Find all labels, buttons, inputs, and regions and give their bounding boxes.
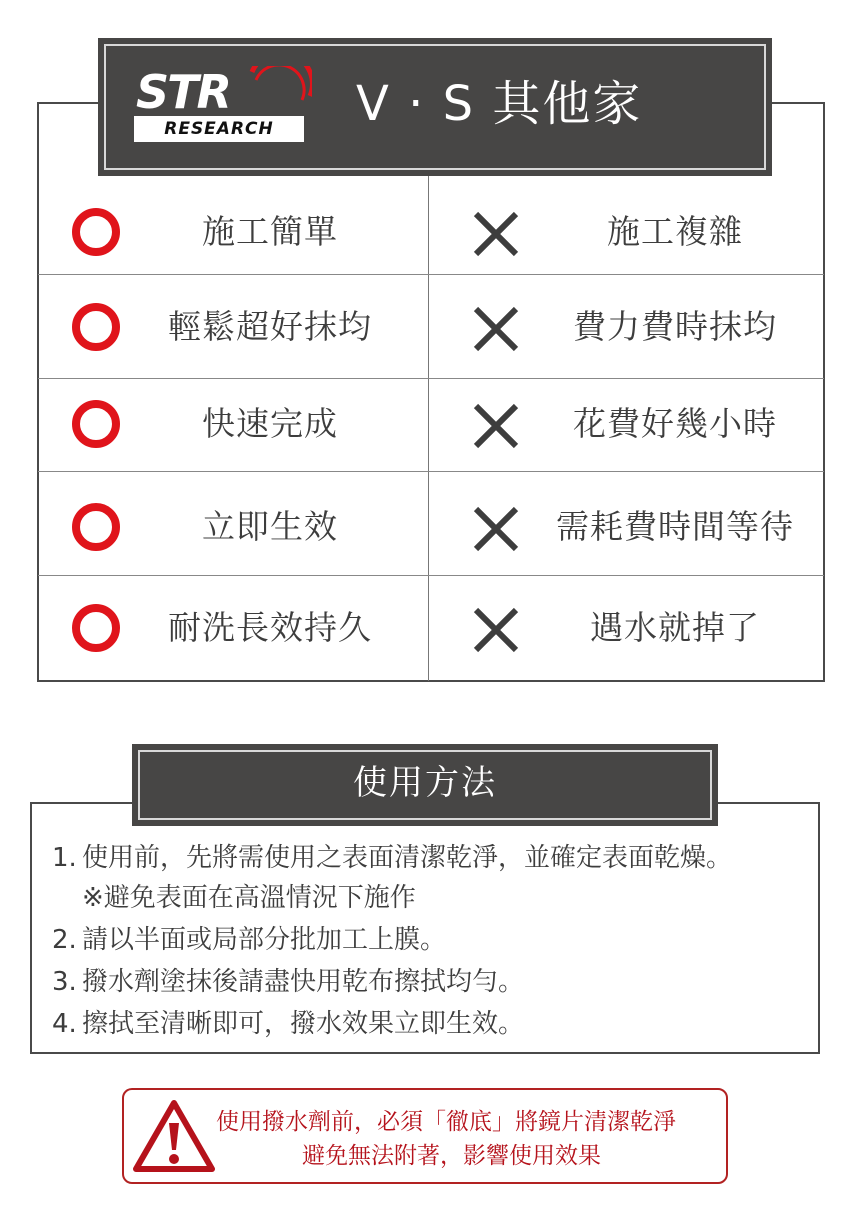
step-text: 使用前，先將需使用之表面清潔乾淨，並確定表面乾燥。: [82, 843, 733, 873]
warning-line-1: 使用撥水劑前，必須「徹底」將鏡片清潔乾淨: [216, 1109, 676, 1135]
usage-title: 使用方法: [138, 750, 712, 820]
usage-step: [52, 840, 732, 876]
step-text: 請以半面或局部分批加工上膜。: [82, 925, 447, 955]
step-text: ※避免表面在高溫情況下施作: [82, 883, 416, 913]
ours-feature-text: 立即生效: [202, 507, 338, 546]
usage-step: [52, 880, 416, 916]
competitor-feature-text: 施工複雜: [607, 212, 743, 251]
row-divider: [38, 378, 824, 379]
circle-icon: [72, 604, 120, 652]
column-divider: [428, 176, 429, 681]
step-number: 1.: [52, 843, 77, 873]
str-research-logo: [134, 66, 312, 144]
circle-icon: [72, 400, 120, 448]
ours-feature-text: 輕鬆超好抹均: [168, 307, 372, 346]
step-number: 4.: [52, 1009, 77, 1039]
logo-letters: STR: [136, 66, 230, 114]
circle-icon: [72, 503, 120, 551]
ours-feature-text: 施工簡單: [202, 212, 338, 251]
competitor-feature-text: 遇水就掉了: [590, 608, 760, 647]
competitor-feature-text: 費力費時抹均: [573, 307, 777, 346]
cross-icon: [472, 402, 520, 450]
cross-icon: [472, 210, 520, 258]
row-divider: [38, 471, 824, 472]
usage-header: [132, 744, 718, 826]
warning-line-2: 避免無法附著，影響使用效果: [302, 1143, 601, 1169]
logo-subtitle: RESEARCH: [134, 116, 304, 142]
usage-step: [52, 922, 446, 958]
circle-icon: [72, 208, 120, 256]
competitor-feature-text: 花費好幾小時: [573, 404, 777, 443]
cross-icon: [472, 606, 520, 654]
step-text: 撥水劑塗抹後請盡快用乾布擦拭均勻。: [82, 967, 525, 997]
comparison-title: V · S 其他家: [356, 76, 643, 132]
step-text: 擦拭至清晰即可，撥水效果立即生效。: [82, 1009, 525, 1039]
step-number: 3.: [52, 967, 77, 997]
step-number: 2.: [52, 925, 77, 955]
row-divider: [38, 575, 824, 576]
ours-feature-text: 快速完成: [202, 404, 338, 443]
row-divider: [38, 274, 824, 275]
circle-icon: [72, 303, 120, 351]
cross-icon: [472, 505, 520, 553]
usage-step: [52, 1006, 524, 1042]
ours-feature-text: 耐洗長效持久: [168, 608, 372, 647]
competitor-feature-text: 需耗費時間等待: [556, 507, 794, 546]
usage-step: [52, 964, 524, 1000]
str-logo-icon: [134, 66, 312, 114]
comparison-header: [98, 38, 772, 176]
cross-icon: [472, 305, 520, 353]
warning-triangle-icon: [132, 1098, 216, 1174]
comparison-table: [37, 102, 825, 682]
